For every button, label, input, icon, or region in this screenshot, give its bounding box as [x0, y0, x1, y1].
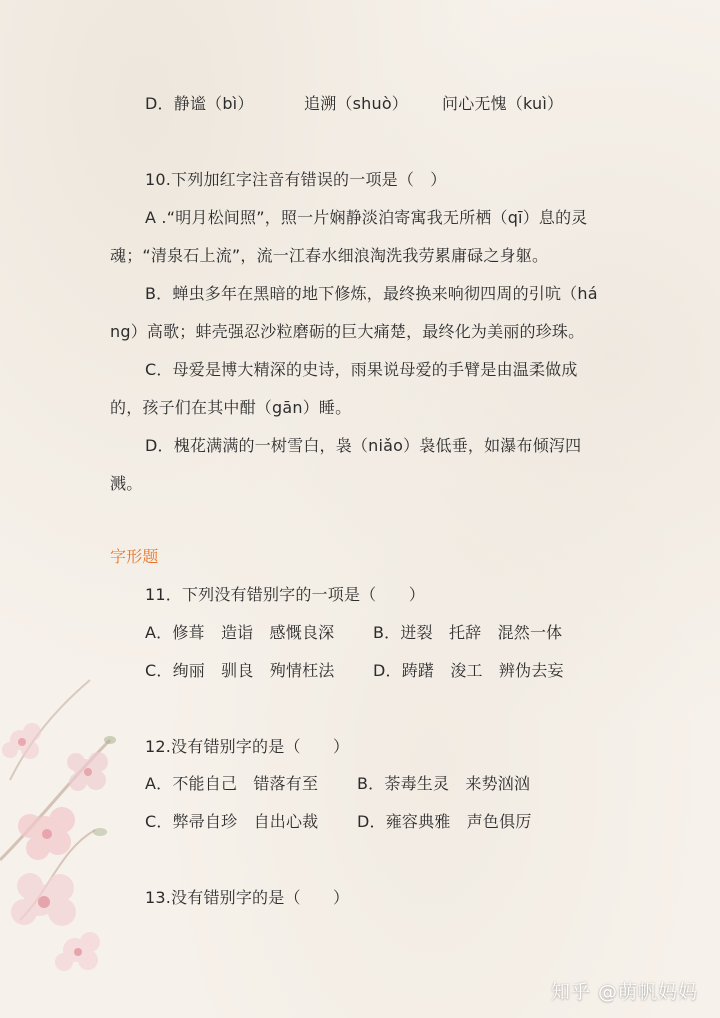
- q9-option-d-col1: D．静谧（bì）: [145, 94, 254, 113]
- q9-option-d-col2: 追溯（shuò）: [304, 94, 409, 113]
- q12-option-b: B．荼毒生灵 来势汹汹: [357, 774, 531, 793]
- q11-option-c: C．绚丽 驯良 殉情枉法: [145, 661, 335, 680]
- q10-option-d-line1: D．槐花满满的一树雪白，袅（niǎo）袅低垂，如瀑布倾泻四: [145, 436, 582, 455]
- q10-option-d-line2: 溅。: [110, 474, 143, 493]
- q12-option-d: D．雍容典雅 声色俱厉: [357, 812, 532, 831]
- q10-option-b-line2: ng）高歌；蚌壳强忍沙粒磨砺的巨大痛楚，最终化为美丽的珍珠。: [110, 322, 585, 341]
- q11-option-a: A．修葺 造诣 感慨良深: [145, 623, 335, 642]
- watermark: 知乎 @萌帆妈妈: [550, 981, 698, 1003]
- cherry-blossom-decoration: [0, 620, 150, 1018]
- q12-stem: 12.没有错别字的是（ ）: [145, 737, 350, 756]
- q11-stem: 11．下列没有错别字的一项是（ ）: [145, 585, 425, 604]
- q10-option-c-line2: 的，孩子们在其中酣（gān）睡。: [110, 398, 352, 417]
- section-title: 字形题: [110, 547, 159, 566]
- q10-option-a-line2: 魂；“清泉石上流”，流一江春水细浪淘洗我劳累庸碌之身躯。: [110, 246, 549, 265]
- q11-option-d: D．踌躇 浚工 辨伪去妄: [373, 661, 564, 680]
- q12-option-a: A．不能自己 错落有至: [145, 774, 319, 793]
- q10-stem: 10.下列加红字注音有错误的一项是（ ）: [145, 170, 447, 189]
- q10-option-b-line1: B．蝉虫多年在黑暗的地下修炼，最终换来响彻四周的引吭（há: [145, 284, 598, 303]
- q10-option-a-line1: A .“明月松间照”，照一片娴静淡泊寄寓我无所栖（qī）息的灵: [145, 208, 588, 227]
- q12-option-c: C．弊帚自珍 自出心裁: [145, 812, 319, 831]
- q9-option-d-col3: 问心无愧（kuì）: [442, 94, 564, 113]
- q11-option-b: B．迸裂 托辞 混然一体: [373, 623, 563, 642]
- q10-option-c-line1: C．母爱是博大精深的史诗，雨果说母爱的手臂是由温柔做成: [145, 360, 578, 379]
- q13-stem: 13.没有错别字的是（ ）: [145, 888, 350, 907]
